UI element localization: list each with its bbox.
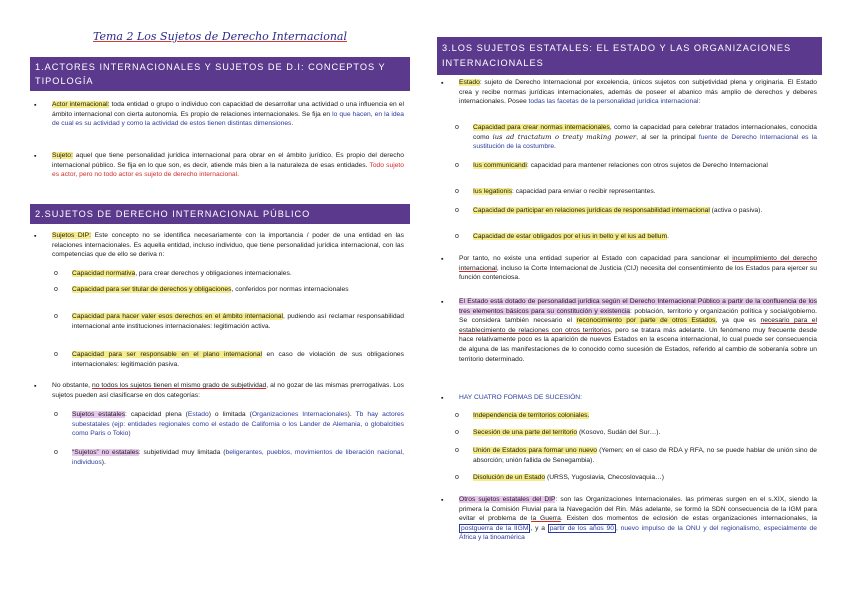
text-c4: en caso de violación de sus obligaciones internacionales: legitimación pasiva. — [72, 351, 404, 368]
text-sujeto: aquel que tiene personalidad jurídica internacional para obrar en el ámbito jurídico. Es propio del derecho internacional público. Se fija en lo que son, es decir, atiende más bien a la naturaleza de esas entidades. — [52, 152, 404, 169]
paragraph-estado-dotado — [459, 297, 817, 364]
text-se3: ). — [347, 411, 356, 418]
bullet-icon: ▪ — [34, 383, 37, 390]
text-ed-a: El Estado está dotado de personalidad jurídica según el Derecho Internacional Público a partir de la confluencia de los tres elementos básicos para su constitución y existencia — [459, 298, 817, 315]
section-header-1: 1.ACTORES INTERNACIONALES Y SUJETOS DE D.I: CONCEPTOS Y TIPOLOGÍA — [30, 57, 410, 91]
term-sne: “Sujetos” no estatales — [72, 449, 139, 456]
text-por-underline: incumplimiento del derecho internacional — [459, 255, 817, 272]
bullet-icon: ▪ — [34, 153, 37, 160]
text-estado-blue: todas las facetas de la personalidad jurídica internacional — [528, 98, 699, 106]
bullet-icon: ▪ — [441, 299, 444, 306]
paragraph-por-tanto — [459, 254, 817, 283]
term-c1: Capacidad normativa — [72, 270, 136, 277]
bullet-icon: ▪ — [34, 233, 37, 240]
paragraph-dip — [52, 231, 404, 260]
text-actor: toda entidad o grupo o individuo con capacidad de desarrollar una actividad o una influencia en el ámbito internacional con cierta autonomía. Es propio de relaciones internacionales. Se fija en — [52, 101, 404, 118]
circle-bullet-icon: o — [54, 313, 58, 320]
text-otros-underline: la Guerra — [531, 515, 561, 523]
text-se: : capacidad plena ( — [125, 411, 188, 418]
term-c2: Capacidad para ser titular de derechos y obligaciones — [72, 286, 232, 293]
term-r3: Ius legationis — [473, 188, 513, 195]
text-r1-blue: fuente de Derecho Internacional es la sustitución de la costumbre. — [473, 133, 817, 151]
text-f4: (URSS, Yugoslavia, Checoslovaquia…) — [545, 474, 664, 481]
paragraph-actor — [52, 100, 404, 129]
paragraph-sujeto — [52, 151, 404, 180]
circle-bullet-icon: o — [455, 188, 459, 195]
term-r1: Capacidad para crear normas internacionales — [473, 124, 610, 131]
list-item-ius-bello — [473, 232, 817, 242]
text-estado: : sujeto de Derecho Internacional por excelencia, únicos sujetos con subjetividad plena y originaria. El Estado crea y recibe normas jurídicas internacionales, además de poseer el abanico más amplio de derechos y deberes internacionales. Posee — [459, 79, 817, 106]
term-f1: Independencia de territorios coloniales. — [473, 412, 590, 419]
text-r1: , como la capacidad para celebrar tratados internacionales, conocida como — [473, 124, 817, 141]
text-se-b1: Estado — [187, 411, 209, 418]
text-otros: : son las Organizaciones Internacionales. las primeras surgen en el s.XIX, siendo la primera la Comisión Fluvial para la Navegación del Rin. Más adelante, se formó la SDN consecuencia de la IGM para evitar el problema de — [459, 496, 817, 523]
term-f4: Disolución de un Estado — [473, 474, 546, 481]
text-estado-tail: : — [698, 98, 701, 106]
term-otros: Otros sujetos estatales del DIP — [459, 496, 556, 503]
text-por: , incluso la Corte Internacional de Justicia (CIJ) necesita del consentimiento de los Estados para ejercer su función contenciosa. — [459, 264, 817, 282]
circle-bullet-icon: o — [54, 286, 58, 293]
term-sujeto: Sujeto: — [52, 152, 73, 159]
text-f3: (Yemen; en el caso de RDA y RFA, no se puede hablar de unión sino de absorción; unión fallida de Senegambia). — [473, 447, 818, 464]
list-item-forma-3 — [473, 446, 817, 465]
term-c4: Capacidad para ser responsable en el plano internacional — [72, 351, 262, 358]
text-otros3: , y a — [530, 524, 548, 532]
bullet-icon: ▪ — [34, 102, 37, 109]
list-item-forma-1 — [473, 411, 817, 421]
text-otros4: , nuevo impulso de la ONU y del regionalismo, especialmente de África y la tinoamérica — [459, 524, 817, 542]
term-r2: Ius communicandi — [473, 162, 527, 169]
bullet-icon: ▪ — [441, 395, 444, 402]
text-c2: , conferidos por normas internacionales — [231, 286, 349, 293]
bullet-icon: ▪ — [441, 497, 444, 504]
text-c3: , pudiendo así reclamar responsabilidad internacional ante instituciones internacionales: legitimación activa. — [72, 313, 404, 330]
circle-bullet-icon: o — [455, 124, 459, 131]
text-ed-c: , ya que es — [715, 317, 761, 325]
text-ed-hl: reconocimiento por parte de otros Estados — [576, 317, 716, 325]
text-sne2: ). — [101, 458, 106, 466]
text-sne: : subjetividad muy limitada ( — [138, 449, 226, 456]
list-item-capacity-2 — [72, 285, 404, 295]
text-f2: (Kosovo, Sudán del Sur…). — [577, 429, 661, 436]
term-f2: Secesión de una parte del territorio — [473, 429, 578, 436]
term-actor: Actor internacional: — [52, 101, 110, 108]
list-item-ius-communicandi — [473, 161, 817, 171]
list-item-crear-normas — [473, 123, 817, 152]
text-se-blue: Tb hay actores subestatales (ejp: entidades regionales como el estado de California o los Lander de Alemania, o globalcities como Paris o Tokio) — [72, 411, 405, 438]
list-item-forma-4 — [473, 473, 817, 483]
circle-bullet-icon: o — [54, 351, 58, 358]
text-r4: (activa o pasiva). — [709, 207, 763, 214]
text-se2: ) o limitada ( — [208, 411, 252, 418]
text-r2: : capacidad para mantener relaciones con otros sujetos de Derecho Internacional — [526, 162, 768, 169]
term-estado: Estado — [459, 79, 480, 86]
list-item-sujetos-estatales — [72, 410, 404, 439]
text-r1-italic: ius ad tractatum o treaty making power — [492, 132, 637, 141]
heading-formas-sucesion: HAY CUATRO FORMAS DE SUCESIÓN: — [459, 394, 582, 401]
circle-bullet-icon: o — [455, 207, 459, 214]
circle-bullet-icon: o — [54, 411, 58, 418]
section-header-2: 2.SUJETOS DE DERECHO INTERNACIONAL PÚBLICO — [30, 204, 410, 224]
term-se: Sujetos estatales — [72, 411, 126, 418]
list-item-sujetos-no-estatales — [72, 448, 404, 467]
term-dip: Sujetos DIP: — [52, 232, 91, 239]
circle-bullet-icon: o — [455, 429, 459, 436]
term-f3: Unión de Estados para formar uno nuevo — [473, 447, 597, 454]
text-actor-blue: lo que hacen, en la idea de cual es su actividad y como la actividad de estos tienen distintas dimensiones. — [52, 110, 404, 128]
circle-bullet-icon: o — [54, 270, 58, 277]
paragraph-estado — [459, 78, 817, 107]
circle-bullet-icon: o — [455, 474, 459, 481]
text-por-pre: Por tanto, no existe una entidad superior al Estado con capacidad para sancionar el — [459, 255, 733, 262]
document-title: Tema 2 Los Sujetos de Derecho Internacional — [93, 30, 347, 43]
text-noob: , al no gozar de las mismas prerrogativas. Los sujetos pueden así clasificarse en dos categorías: — [52, 382, 404, 399]
circle-bullet-icon: o — [455, 162, 459, 169]
bullet-icon: ▪ — [441, 256, 444, 263]
text-c1: , para crear derechos y obligaciones internacionales. — [135, 270, 292, 277]
text-dip: Este concepto no se identifica necesariamente con la importancia / poder de una entidad en las relaciones internacionales. Es aquella entidad, incluso individuo, que tiene personalidad jurídica internacional, con las competencias que de ello se deriva n: — [52, 232, 404, 259]
term-r4: Capacidad de participar en relaciones jurídicas de responsabilidad internacional — [473, 207, 710, 214]
list-item-ius-legationis — [473, 187, 817, 197]
text-otros-box1: postguerra de la IIGM — [461, 524, 529, 532]
text-sne-blue: beligerantes, pueblos, movimientos de liberación nacional, individuos — [72, 449, 404, 466]
list-item-responsabilidad — [473, 206, 817, 216]
section-header-3: 3.LOS SUJETOS ESTATALES: EL ESTADO Y LAS ORGANIZACIONES INTERNACIONALES — [437, 37, 822, 75]
text-otros2: . Existen dos momentos de eclosión de estas organizaciones internacionales, la — [560, 515, 817, 523]
text-r3: : capacidad para enviar o recibir representantes. — [512, 188, 656, 195]
paragraph-otros-sujetos — [459, 495, 817, 543]
term-r5: Capacidad de estar obligados por el ius in bello y el ius ad bellum — [473, 233, 668, 240]
list-item-forma-2 — [473, 428, 817, 438]
term-c3: Capacidad para hacer valer esos derechos en el ámbito internacional — [72, 313, 283, 320]
list-item-capacity-1 — [72, 269, 404, 279]
text-se-b2: Organizaciones Internacionales — [251, 411, 348, 418]
circle-bullet-icon: o — [54, 449, 58, 456]
text-ed-underline: necesario para el establecimiento de relaciones con otros territorios — [459, 317, 817, 334]
circle-bullet-icon: o — [455, 412, 459, 419]
bullet-icon: ▪ — [441, 80, 444, 87]
text-ed-b: : población, territorio y organización política y social/gobierno. Se considera también necesario el — [459, 307, 817, 325]
text-r5: . — [667, 233, 669, 240]
text-otros-box2: partir de los años 90 — [549, 524, 614, 532]
text-noob-underline: no todos los sujetos tienen el mismo grado de subjetividad — [92, 382, 267, 389]
text-ed-d: , pero se tratara más adelante. Un fenómeno muy frecuente desde hace relativamente poco es la aparición de nuevos Estados en la escena internacional, lo cual puede ser consecuencia de alguna de las manifestaciones de lo conocido como sucesión de Estados, referido al cambio de soberanía sobre un territorio determinado. — [459, 326, 817, 363]
text-r1b: , al ser la principal — [636, 133, 699, 141]
text-noob-pre: No obstante, — [52, 382, 93, 389]
circle-bullet-icon: o — [455, 447, 459, 454]
circle-bullet-icon: o — [455, 233, 459, 240]
text-sujeto-red: Todo sujeto es actor, pero no todo actor es sujeto de derecho internacional. — [52, 161, 404, 179]
list-item-capacity-4 — [72, 350, 404, 369]
paragraph-no-obstante — [52, 381, 404, 400]
list-item-capacity-3 — [72, 312, 404, 331]
